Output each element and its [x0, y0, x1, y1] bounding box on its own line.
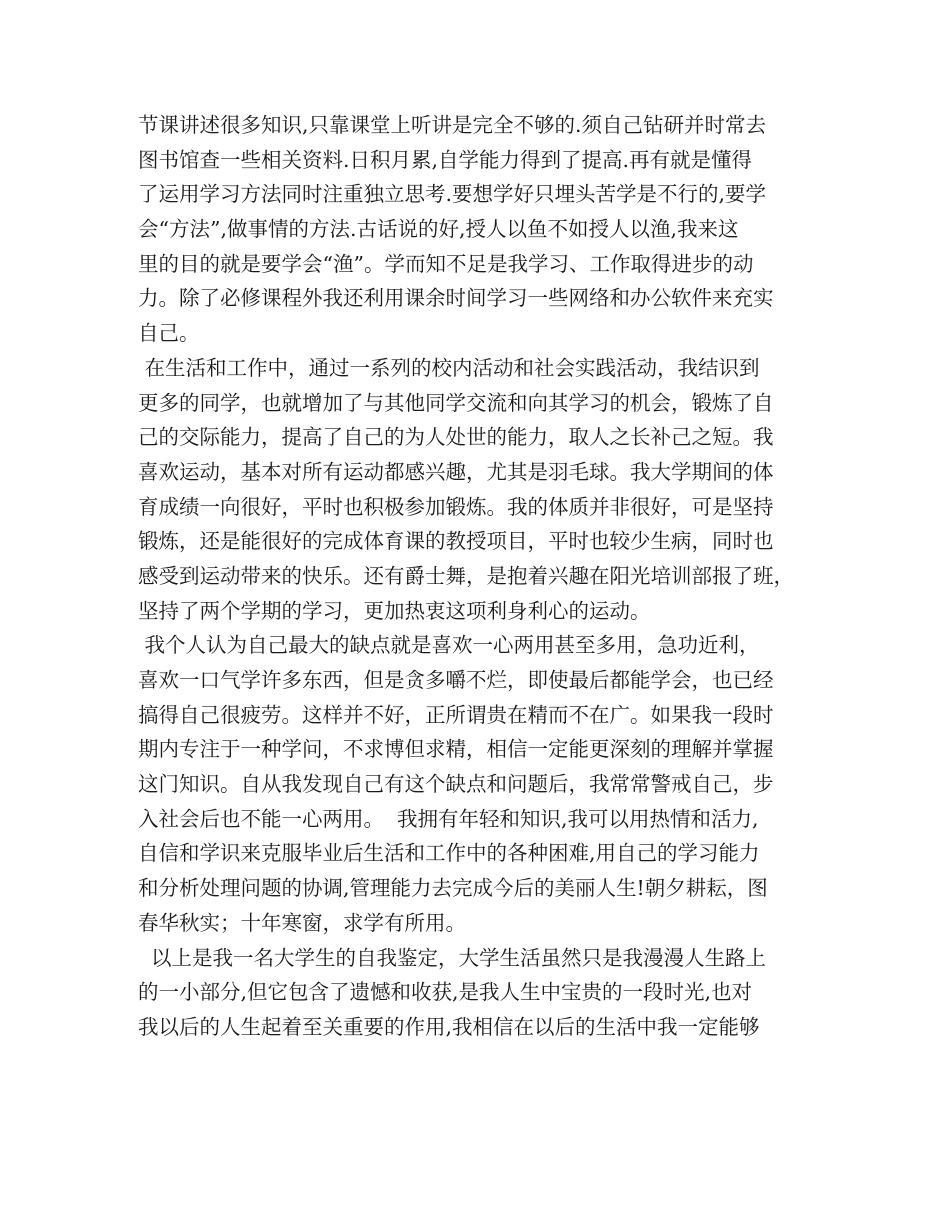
text-line: 我个人认为自己最大的缺点就是喜欢一心两用甚至多用，急功近利， [138, 633, 760, 658]
text-line: 我以后的人生起着至关重要的作用,我相信在以后的生活中我一定能够 [138, 1014, 760, 1039]
document-body-text [138, 108, 828, 1045]
text-line: 图书馆查一些相关资料.日积月累,自学能力得到了提高.再有就是懂得 [138, 147, 753, 172]
text-line: 的一小部分,但它包含了遗憾和收获,是我人生中宝贵的一段时光,也对 [138, 980, 753, 1005]
text-line: 感受到运动带来的快乐。还有爵士舞，是抱着兴趣在阳光培训部报了班， [138, 563, 794, 588]
text-line: 这门知识。自从我发现自己有这个缺点和问题后，我常常警戒自己，步 [138, 772, 774, 797]
text-line: 以上是我一名大学生的自我鉴定，大学生活虽然只是我漫漫人生路上 [138, 945, 767, 970]
text-line: 更多的同学，也就增加了与其他同学交流和向其学习的机会，锻炼了自 [138, 390, 774, 415]
text-line: 坚持了两个学期的学习，更加热衷这项利身利心的运动。 [138, 598, 651, 623]
text-line: 自信和学识来克服毕业后生活和工作中的各种困难,用自己的学习能力 [138, 841, 760, 866]
text-line: 锻炼，还是能很好的完成体育课的教授项目，平时也较少生病，同时也 [138, 529, 774, 554]
text-line: 力。除了必修课程外我还利用课余时间学习一些网络和办公软件来充实 [138, 286, 774, 311]
text-line: 喜欢一口气学许多东西，但是贪多嚼不烂，即使最后都能学会，也已经 [138, 668, 774, 692]
text-line: 了运用学习方法同时注重独立思考.要想学好只埋头苦学是不行的,要学 [138, 182, 767, 207]
text-line: 育成绩一向很好，平时也积极参加锻炼。我的体质并非很好，可是坚持 [138, 494, 774, 519]
text-line: 己的交际能力，提高了自己的为人处世的能力，取人之长补己之短。我 [138, 425, 774, 450]
text-line: 在生活和工作中，通过一系列的校内活动和社会实践活动，我结识到 [138, 355, 760, 380]
text-line: 春华秋实；十年寒窗，求学有所用。 [138, 910, 466, 935]
text-line: 会“方法”,做事情的方法.古话说的好,授人以鱼不如授人以渔,我来这 [138, 217, 739, 242]
text-line: 和分析处理问题的协调,管理能力去完成今后的美丽人生!朝夕耕耘，图 [138, 876, 768, 901]
text-line: 搞得自己很疲劳。这样并不好，正所谓贵在精而不在广。如果我一段时 [138, 702, 774, 727]
text-line: 自己。 [138, 321, 200, 346]
text-line: 期内专注于一种学问，不求博但求精，相信一定能更深刻的理解并掌握 [138, 737, 774, 762]
text-line: 入社会后也不能一心两用。 我拥有年轻和知识,我可以用热情和活力, [138, 806, 759, 831]
text-line: 里的目的就是要学会“渔”。学而知不足是我学习、工作取得进步的动 [138, 251, 754, 276]
text-line: 喜欢运动，基本对所有运动都感兴趣，尤其是羽毛球。我大学期间的体 [138, 459, 774, 484]
text-line: 节课讲述很多知识,只靠课堂上听讲是完全不够的.须自己钻研并时常去 [138, 113, 767, 137]
